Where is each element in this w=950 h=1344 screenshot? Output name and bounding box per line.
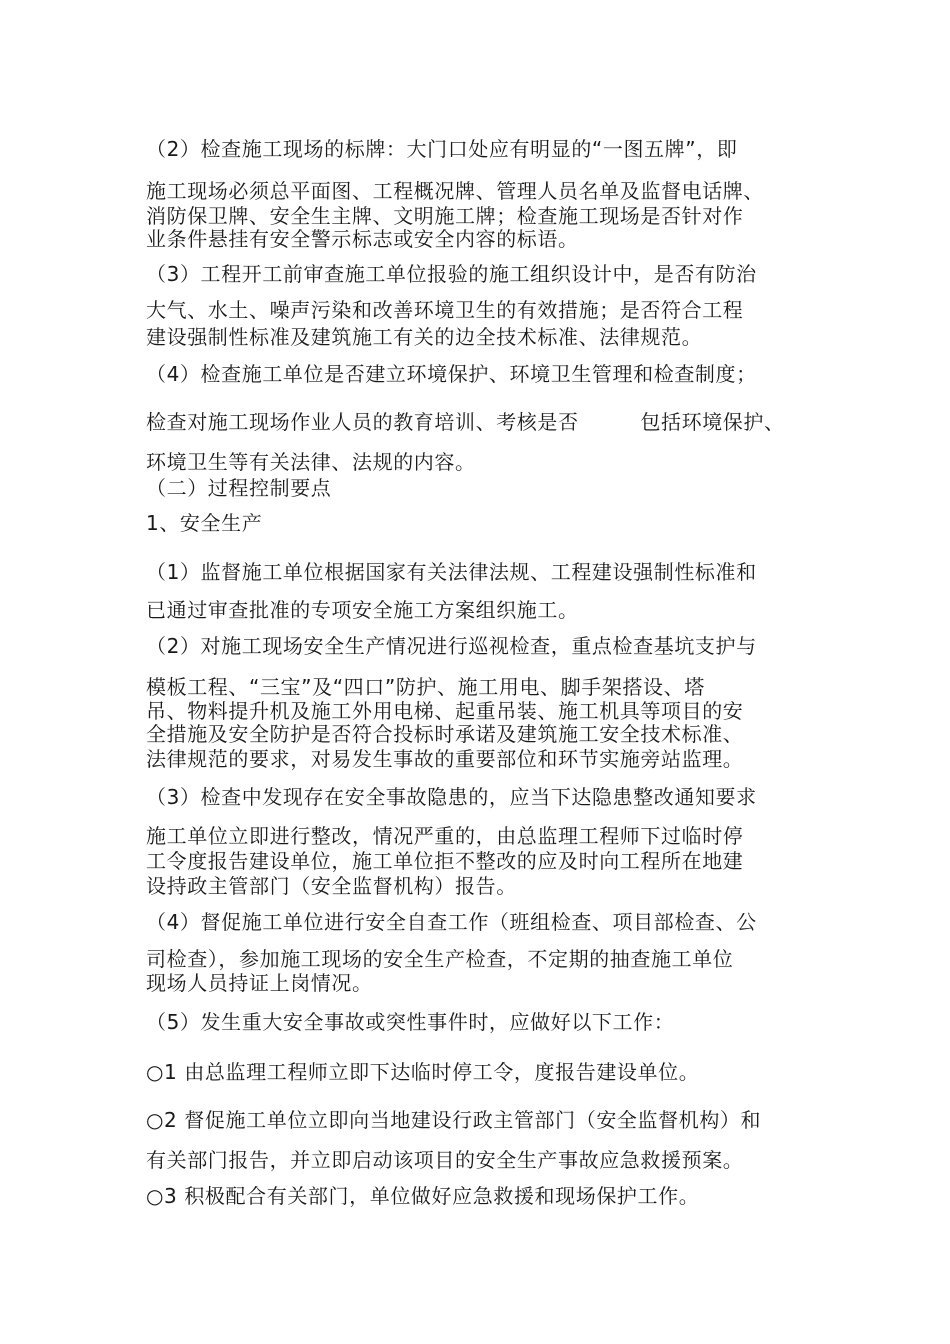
list-item-continuation: 有关部门报告，并立即启动该项目的安全生产事故应急救援预案。 <box>146 1148 744 1172</box>
list-item: ○3 积极配合有关部门，单位做好应急救援和现场保护工作。 <box>146 1184 700 1208</box>
text-line: 检查对施工现场作业人员的教育培训、考核是否 包括环境保护、 <box>146 410 785 434</box>
text-line: （3）工程开工前审查施工单位报验的施工组织设计中，是否有防治 <box>146 262 757 286</box>
text-line: 吊、物料提升机及施工外用电梯、起重吊装、施工机具等项目的安 <box>146 699 744 723</box>
text-line: 现场人员持证上岗情况。 <box>146 971 373 995</box>
text-line: （3）检查中发现存在安全事故隐患的，应当下达隐患整改通知要求 <box>146 785 757 809</box>
text-line: （4）检查施工单位是否建立环境保护、环境卫生管理和检查制度； <box>146 362 757 386</box>
text-line: 已通过审查批准的专项安全施工方案组织施工。 <box>146 598 579 622</box>
text-line: 施工单位立即进行整改，情况严重的，由总监理工程师下过临时停 <box>146 824 744 848</box>
text-line: 全措施及安全防护是否符合投标时承诺及建筑施工安全技术标准、 <box>146 722 744 746</box>
text-line: （1）监督施工单位根据国家有关法律法规、工程建设强制性标准和 <box>146 560 757 584</box>
section-heading: （二）过程控制要点 <box>146 476 332 500</box>
text-line: 消防保卫牌、安全生主牌、文明施工牌；检查施工现场是否针对作 <box>146 204 744 228</box>
text-line: （4）督促施工单位进行安全自查工作（班组检查、项目部检查、公 <box>146 910 757 934</box>
text-line: 模板工程、“三宝”及“四口”防护、施工用电、脚手架搭设、塔 <box>146 675 705 699</box>
text-line: 施工现场必须总平面图、工程概况牌、管理人员名单及监督电话牌、 <box>146 179 764 203</box>
text-line: 建设强制性标准及建筑施工有关的边全技术标准、法律规范。 <box>146 325 703 349</box>
text-line: （2）对施工现场安全生产情况进行巡视检查，重点检查基坑支护与 <box>146 634 757 658</box>
text-line: 设持政主管部门（安全监督机构）报告。 <box>146 874 517 898</box>
text-line: （2）检查施工现场的标牌：大门口处应有明显的“一图五牌”，即 <box>146 137 738 161</box>
text-line: 大气、水土、噪声污染和改善环境卫生的有效措施；是否符合工程 <box>146 298 744 322</box>
text-line: 业条件悬挂有安全警示标志或安全内容的标语。 <box>146 227 579 251</box>
subsection-heading: 1、安全生产 <box>146 511 263 535</box>
text-line: （5）发生重大安全事故或突性事件时，应做好以下工作： <box>146 1010 675 1034</box>
text-line: 司检查），参加施工现场的安全生产检查，不定期的抽查施工单位 <box>146 947 734 971</box>
text-line: 工令度报告建设单位，施工单位拒不整改的应及时向工程所在地建 <box>146 849 744 873</box>
text-line: 环境卫生等有关法律、法规的内容。 <box>146 450 476 474</box>
list-item: ○2 督促施工单位立即向当地建设行政主管部门（安全监督机构）和 <box>146 1108 762 1132</box>
list-item: ○1 由总监理工程师立即下达临时停工令，度报告建设单位。 <box>146 1060 700 1084</box>
text-line: 法律规范的要求，对易发生事故的重要部位和环节实施旁站监理。 <box>146 747 744 771</box>
